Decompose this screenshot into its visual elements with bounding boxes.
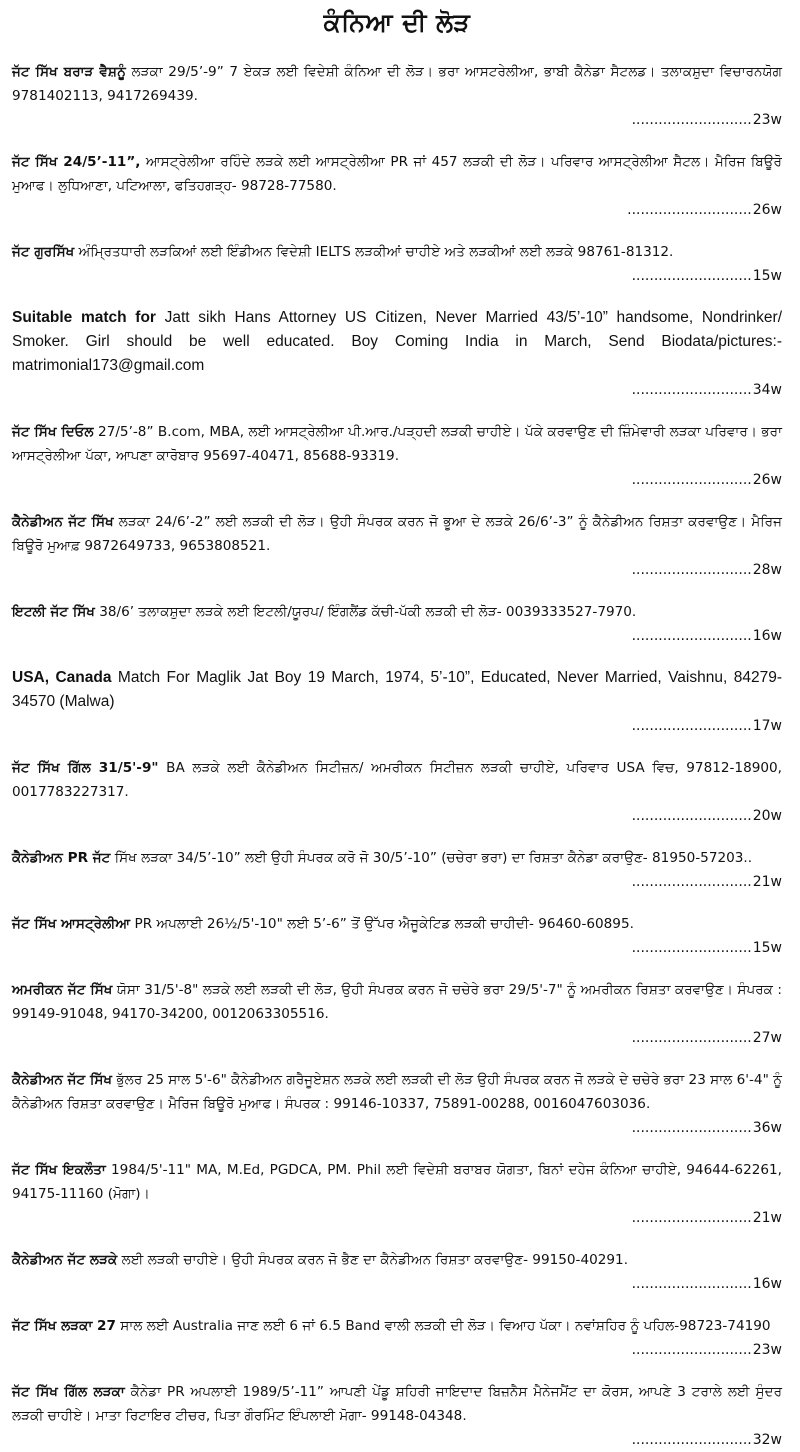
ad-code: 20w [752,808,782,824]
ad-body: BA ਲੜਕੇ ਲਈ ਕੈਨੇਡੀਅਨ ਸਿਟੀਜ਼ਨ/ ਅਮਰੀਕਨ ਸਿਟੀਜ਼ਨ ਲੜਕੀ ਚਾਹੀਏ, ਪਰਿਵਾਰ USA ਵਿਚ, 97812-18900, 0017783227317. [12,760,782,800]
ad-body: ਅੰਮ੍ਰਿਤਧਾਰੀ ਲੜਕਿਆਂ ਲਈ ਇੰਡੀਅਨ ਵਿਦੇਸ਼ੀ IELTS ਲੜਕੀਆਂ ਚਾਹੀਏ ਅਤੇ ਲੜਕੀਆਂ ਲਈ ਲੜਕੇ 98761-81312. [74,244,674,260]
matrimonial-ad [12,420,782,492]
matrimonial-ad [12,150,782,222]
ad-dots: ........................... [631,1210,752,1226]
ad-word-count [12,870,782,894]
ad-body: 38/6’ ਤਲਾਕਸ਼ੁਦਾ ਲੜਕੇ ਲਈ ਇਟਲੀ/ਯੂਰਪ/ ਇੰਗਲੈਂਡ ਕੱਚੀ-ਪੱਕੀ ਲੜਕੀ ਦੀ ਲੋੜ- 0039333527-7970. [94,604,637,620]
ad-code: 17w [752,718,782,734]
ad-word-count [12,198,782,222]
ad-word-count [12,804,782,828]
ad-code: 32w [752,1432,782,1448]
ad-body: ਸਾਲ ਲਈ Australia ਜਾਣ ਲਈ 6 ਜਾਂ 6.5 Band ਵਾਲੀ ਲੜਕੀ ਦੀ ਲੋੜ। ਵਿਆਹ ਪੱਕਾ। ਨਵਾਂਸ਼ਹਿਰ ਨੂੰ ਪਹਿਲ-98723-74190 [115,1318,771,1334]
ad-lead: ਜੱਟ ਸਿੱਖ ਬਰਾੜ ਵੈਸ਼ਨੂੰ [12,64,126,80]
ad-code: 23w [752,112,782,128]
ad-lead: ਜੱਟ ਸਿੱਖ 24/5’-11”, [12,154,141,170]
ad-dots: ........................... [631,718,752,734]
ad-dots: ........................... [631,268,752,284]
ad-code: 34w [752,382,782,398]
matrimonial-ad [12,978,782,1050]
matrimonial-ad [12,1068,782,1140]
matrimonial-ad [12,1248,782,1296]
ad-body: ਲਈ ਲੜਕੀ ਚਾਹੀਏ। ਉਹੀ ਸੰਪਰਕ ਕਰਨ ਜੋ ਭੈਣ ਦਾ ਕੈਨੇਡੀਅਨ ਰਿਸ਼ਤਾ ਕਰਵਾਉਣ- 99150-40291. [117,1252,629,1268]
ad-lead: Suitable match for [12,309,156,326]
ad-dots: ........................... [631,1276,752,1292]
ad-word-count [12,378,782,402]
ad-word-count [12,1026,782,1050]
ad-word-count [12,1206,782,1230]
ad-word-count [12,264,782,288]
matrimonial-ad [12,306,782,402]
ad-dots: ........................... [631,808,752,824]
ad-code: 15w [752,268,782,284]
ad-dots: ........................... [631,562,752,578]
ad-body: 27/5’-8” B.com, MBA, ਲਈ ਆਸਟ੍ਰੇਲੀਆ ਪੀ.ਆਰ./ਪੜ੍ਹਦੀ ਲੜਕੀ ਚਾਹੀਏ। ਪੱਕੇ ਕਰਵਾਉਣ ਦੀ ਜ਼ਿੰਮੇਵਾਰੀ ਲੜਕਾ ਪਰਿਵਾਰ। ਭਰਾ ਆਸਟ੍ਰੇਲੀਆ ਪੱਕਾ, ਆਪਣਾ ਕਾਰੋਬਾਰ 95697-40471, 85688-93319. [12,424,782,464]
ad-dots: ........................... [631,382,752,398]
ad-dots: ............................ [627,202,752,218]
ad-dots: ........................... [631,112,752,128]
ad-code: 21w [752,874,782,890]
ad-code: 26w [752,472,782,488]
matrimonial-ad [12,1158,782,1230]
ad-body: Match For Maglik Jat Boy 19 March, 1974, 5’-10”, Educated, Never Married, Vaishnu, 84279-34570 (Malwa) [12,669,782,710]
ad-word-count [12,1428,782,1452]
ad-body: ਸਿੱਖ ਲੜਕਾ 34/5’-10” ਲਈ ਉਹੀ ਸੰਪਰਕ ਕਰੋ ਜੋ 30/5’-10” (ਚਚੇਰਾ ਭਰਾ) ਦਾ ਰਿਸ਼ਤਾ ਕੈਨੇਡਾ ਕਰਾਉਣ- 81950-57203.. [110,850,753,866]
ad-dots: ........................... [631,1030,752,1046]
ad-lead: ਕੈਨੇਡੀਅਨ ਜੱਟ ਸਿੱਖ [12,514,114,530]
ad-body: Jatt sikh Hans Attorney US Citizen, Never Married 43/5’-10” handsome, Nondrinker/ Smoker. Girl should be well educated. Boy Coming India in March, Send Biodata/pictures:- matrimonial173@gmail.com [12,309,783,374]
matrimonial-ad [12,600,782,648]
ad-lead: ਜੱਟ ਗੁਰਸਿੱਖ [12,244,75,260]
ad-lead: ਕੈਨੇਡੀਅਨ ਜੱਟ ਲੜਕੇ [12,1252,118,1268]
matrimonial-ad [12,756,782,828]
ad-word-count [12,108,782,132]
ad-word-count [12,1116,782,1140]
ads-list [12,60,782,1452]
matrimonial-ad [12,1380,782,1452]
ad-body: ਲੜਕਾ 29/5’-9” 7 ਏਕੜ ਲਈ ਵਿਦੇਸ਼ੀ ਕੰਨਿਆ ਦੀ ਲੋੜ। ਭਰਾ ਆਸਟਰੇਲੀਆ, ਭਾਬੀ ਕੈਨੇਡਾ ਸੈਟਲਡ। ਤਲਾਕਸ਼ੁਦਾ ਵਿਚਾਰਨਯੋਗ 9781402113, 9417269439. [12,64,782,104]
ad-word-count [12,1338,782,1362]
ad-lead: ਜੱਟ ਸਿੱਖ ਇਕਲੌਤਾ [12,1162,106,1178]
ad-lead: ਜੱਟ ਸਿੱਖ ਦਿਓਲ [12,424,94,440]
matrimonial-ad [12,240,782,288]
ad-lead: ਇਟਲੀ ਜੱਟ ਸਿੱਖ [12,604,95,620]
ad-lead: ਕੈਨੇਡੀਅਨ ਜੱਟ ਸਿੱਖ [12,1072,112,1088]
ad-dots: ........................... [631,1342,752,1358]
ad-lead: ਜੱਟ ਸਿੱਖ ਗਿੱਲ ਲੜਕਾ [12,1384,125,1400]
matrimonial-ad [12,912,782,960]
ad-lead: ਜੱਟ ਸਿੱਖ ਗਿੱਲ 31/5'-9" [12,760,159,776]
ad-dots: ........................... [631,940,752,956]
ad-word-count [12,1272,782,1296]
ad-dots: ........................... [631,628,752,644]
ad-body: 1984/5'-11" MA, M.Ed, PGDCA, PM. Phil ਲਈ ਵਿਦੇਸ਼ੀ ਬਰਾਬਰ ਯੋਗਤਾ, ਬਿਨਾਂ ਦਹੇਜ ਕੰਨਿਆ ਚਾਹੀਏ, 94644-62261, 94175-11160 (ਮੋਗਾ)। [12,1162,782,1202]
matrimonial-ad [12,60,782,132]
ad-lead: ਜੱਟ ਸਿੱਖ ਲੜਕਾ 27 [12,1318,116,1334]
page-title: ਕੰਨਿਆ ਦੀ ਲੋੜ [323,8,471,37]
ad-dots: ........................... [631,472,752,488]
ad-lead: ਕੈਨੇਡੀਅਨ PR ਜੱਟ [12,850,111,866]
ad-body: ਭੁੱਲਰ 25 ਸਾਲ 5'-6" ਕੈਨੇਡੀਅਨ ਗਰੈਜੂਏਸ਼ਨ ਲੜਕੇ ਲਈ ਲੜਕੀ ਦੀ ਲੋੜ ਉਹੀ ਸੰਪਰਕ ਕਰਨ ਜੋ ਲੜਕੇ ਦੇ ਚਚੇਰੇ ਭਰਾ 23 ਸਾਲ 6'-4" ਨੂੰ ਕੈਨੇਡੀਅਨ ਰਿਸ਼ਤਾ ਕਰਵਾਉਣ। ਮੈਰਿਜ ਬਿਊਰੋ ਮੁਆਫ। ਸੰਪਰਕ : 99146-10337, 75891-00288, 0016047603036. [12,1072,782,1112]
ad-code: 16w [752,628,782,644]
matrimonial-ad [12,846,782,894]
ad-lead: ਅਮਰੀਕਨ ਜੱਟ ਸਿੱਖ [12,982,113,998]
ad-code: 23w [752,1342,782,1358]
ad-lead: ਜੱਟ ਸਿੱਖ ਆਸਟ੍ਰੇਲੀਆ [12,916,131,932]
ad-lead: USA, Canada [12,669,112,686]
ad-word-count [12,468,782,492]
ad-dots: ........................... [631,1432,752,1448]
ad-code: 21w [752,1210,782,1226]
ad-body: ਯੋਸਾ 31/5'-8" ਲੜਕੇ ਲਈ ਲੜਕੀ ਦੀ ਲੋੜ, ਉਹੀ ਸੰਪਰਕ ਕਰਨ ਜੋ ਚਚੇਰੇ ਭਰਾ 29/5'-7" ਨੂੰ ਅਮਰੀਕਨ ਰਿਸ਼ਤਾ ਕਰਵਾਉਣ। ਸੰਪਰਕ : 99149-91048, 94170-34200, 0012063305516. [12,982,782,1022]
ad-code: 15w [752,940,782,956]
ad-body: ਆਸਟ੍ਰੇਲੀਆ ਰਹਿੰਦੇ ਲੜਕੇ ਲਈ ਆਸਟ੍ਰੇਲੀਆ PR ਜਾਂ 457 ਲੜਕੀ ਦੀ ਲੋੜ। ਪਰਿਵਾਰ ਆਸਟ੍ਰੇਲੀਆ ਸੈਟਲ। ਮੈਰਿਜ ਬਿਊਰੋ ਮੁਆਫ। ਲੁਧਿਆਣਾ, ਪਟਿਆਲਾ, ਫਤਿਹਗੜ੍ਹ- 98728-77580. [12,154,782,194]
ad-body: PR ਅਪਲਾਈ 26½/5'-10" ਲਈ 5’-6” ਤੋਂ ਉੱਪਰ ਐਜੂਕੇਟਿਡ ਲੜਕੀ ਚਾਹੀਦੀ- 96460-60895. [130,916,634,932]
ad-body: ਕੈਨੇਡਾ PR ਅਪਲਾਈ 1989/5’-11” ਆਪਣੀ ਪੇਂਡੂ ਸ਼ਹਿਰੀ ਜਾਇਦਾਦ ਬਿਜ਼ਨੈਸ ਮੈਨੇਜਮੈਂਟ ਦਾ ਕੋਰਸ, ਆਪਣੇ 3 ਟਰਾਲੇ ਲਈ ਸੁੰਦਰ ਲੜਕੀ ਚਾਹੀਏ। ਮਾਤਾ ਰਿਟਾਇਰ ਟੀਚਰ, ਪਿਤਾ ਗੌਰਮਿੰਟ ਇੰਪਲਾਈ ਮੋਗਾ- 99148-04348. [12,1384,782,1424]
ad-code: 27w [752,1030,782,1046]
ad-word-count [12,624,782,648]
matrimonial-ad [12,510,782,582]
matrimonial-ad [12,666,782,738]
ad-dots: ........................... [631,1120,752,1136]
ad-code: 16w [752,1276,782,1292]
matrimonial-ad [12,1314,782,1362]
ad-code: 26w [752,202,782,218]
ad-word-count [12,558,782,582]
ad-word-count [12,714,782,738]
ad-code: 36w [752,1120,782,1136]
ad-word-count [12,936,782,960]
ad-body: ਲੜਕਾ 24/6’-2” ਲਈ ਲੜਕੀ ਦੀ ਲੋੜ। ਉਹੀ ਸੰਪਰਕ ਕਰਨ ਜੋ ਭੂਆ ਦੇ ਲੜਕੇ 26/6’-3” ਨੂੰ ਕੈਨੇਡੀਅਨ ਰਿਸ਼ਤਾ ਕਰਵਾਉਣ। ਮੈਰਿਜ ਬਿਊਰੋ ਮੁਆਫ਼ 9872649733, 9653808521. [12,514,782,554]
classifieds-page [0,8,800,1448]
ad-dots: ........................... [631,874,752,890]
ad-code: 28w [752,562,782,578]
